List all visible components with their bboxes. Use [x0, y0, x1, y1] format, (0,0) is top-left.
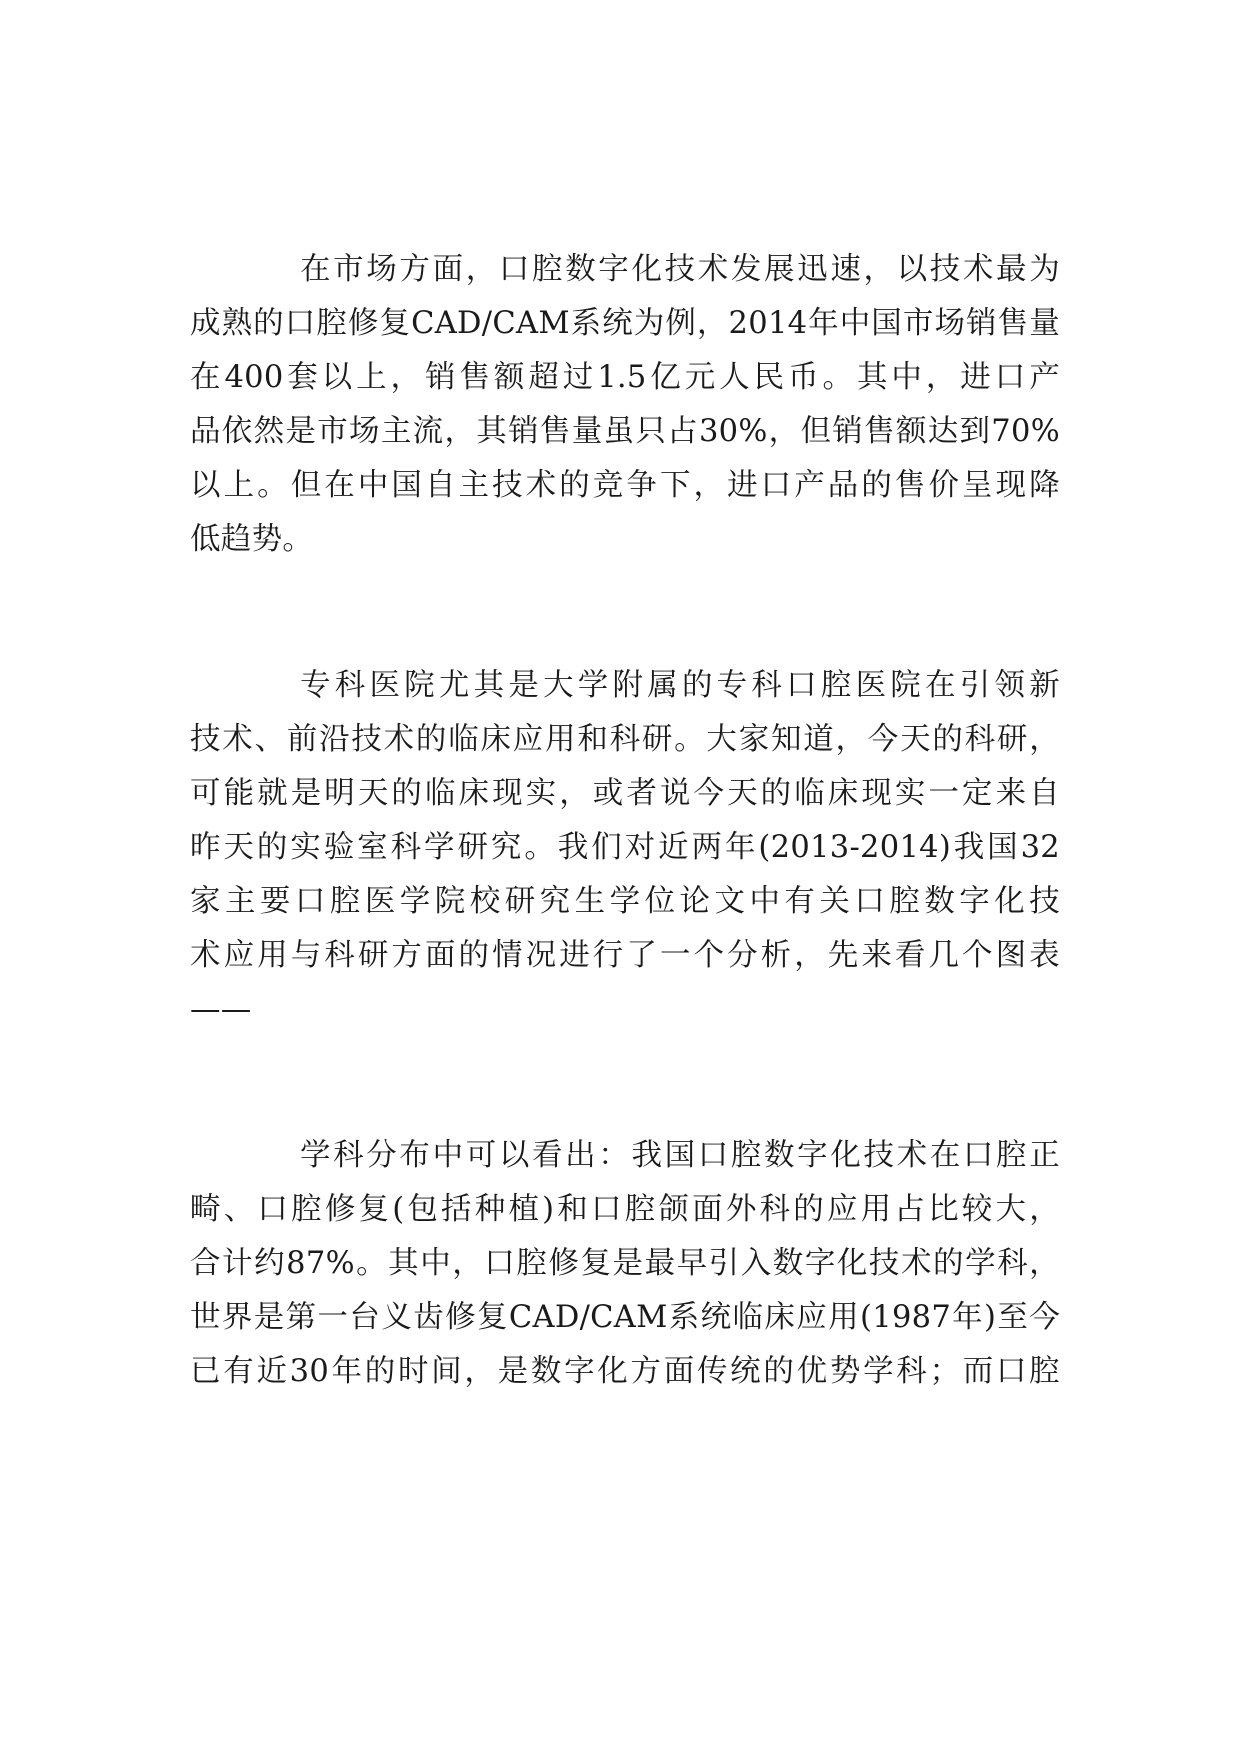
text-line: 畸、口腔修复(包括种植)和口腔颌面外科的应用占比较大， — [190, 1192, 1060, 1227]
text-line: 专科医院尤其是大学附属的专科口腔医院在引领新 — [300, 668, 1060, 703]
text-line: 世界是第一台义齿修复CAD/CAM系统临床应用(1987年)至今 — [190, 1300, 1060, 1335]
text-line: 可能就是明天的临床现实，或者说今天的临床现实一定来自 — [190, 776, 1060, 811]
text-line: 昨天的实验室科学研究。我们对近两年(2013-2014)我国32 — [190, 830, 1060, 865]
text-line: 在400套以上，销售额超过1.5亿元人民币。其中，进口产 — [190, 360, 1060, 395]
text-line: 合计约87%。其中，口腔修复是最早引入数字化技术的学科， — [190, 1246, 1060, 1281]
text-line: 已有近30年的时间，是数字化方面传统的优势学科；而口腔 — [190, 1354, 1060, 1389]
text-line: 成熟的口腔修复CAD/CAM系统为例，2014年中国市场销售量 — [190, 306, 1060, 341]
text-line: —— — [190, 992, 252, 1027]
text-line: 品依然是市场主流，其销售量虽只占30%，但销售额达到70% — [190, 414, 1060, 449]
text-line: 在市场方面，口腔数字化技术发展迅速，以技术最为 — [300, 252, 1060, 287]
text-line: 技术、前沿技术的临床应用和科研。大家知道，今天的科研， — [190, 722, 1060, 757]
text-line: 学科分布中可以看出：我国口腔数字化技术在口腔正 — [300, 1138, 1060, 1173]
text-line: 以上。但在中国自主技术的竞争下，进口产品的售价呈现降 — [190, 468, 1060, 503]
text-line: 家主要口腔医学院校研究生学位论文中有关口腔数字化技 — [190, 884, 1060, 919]
text-line: 术应用与科研方面的情况进行了一个分析，先来看几个图表 — [190, 938, 1060, 973]
text-line: 低趋势。 — [190, 522, 314, 557]
